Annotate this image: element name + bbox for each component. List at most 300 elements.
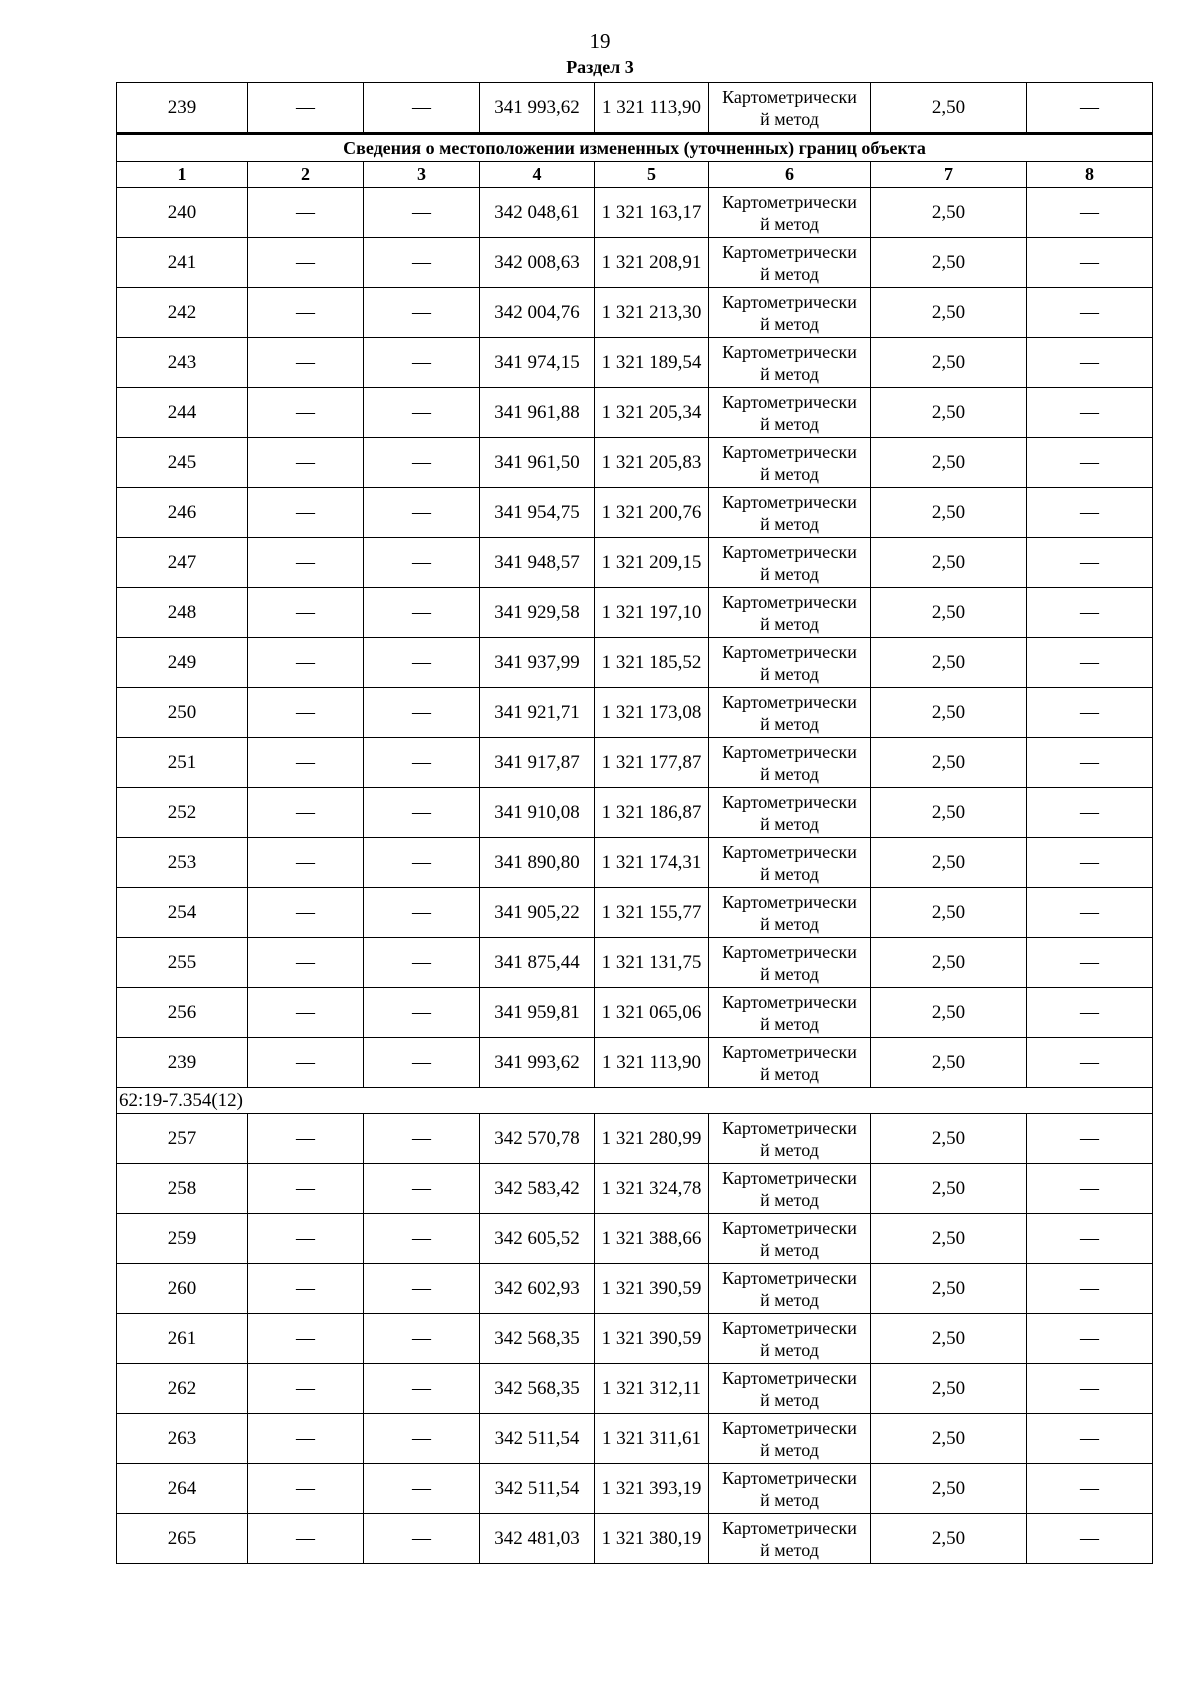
y-coordinate-cell: 1 321 113,90 (595, 83, 709, 134)
method-cell (709, 888, 871, 938)
point-number-cell: 257 (117, 1114, 248, 1164)
method-cell (709, 688, 871, 738)
method-line2: й метод (760, 213, 819, 234)
method-cell (709, 238, 871, 288)
x-coordinate-cell: 341 993,62 (480, 83, 595, 134)
method-line2: й метод (760, 663, 819, 684)
method-cell (709, 1364, 871, 1414)
y-coordinate-cell: 1 321 209,15 (595, 538, 709, 588)
col8-dash-cell: — (1027, 438, 1153, 488)
y-coordinate-cell: 1 321 205,34 (595, 388, 709, 438)
method-line2: й метод (760, 1439, 819, 1460)
col2-dash-cell: — (248, 388, 364, 438)
accuracy-cell: 2,50 (871, 888, 1027, 938)
accuracy-cell: 2,50 (871, 1364, 1027, 1414)
col8-dash-cell: — (1027, 1414, 1153, 1464)
y-coordinate-cell: 1 321 390,59 (595, 1314, 709, 1364)
method-line2: й метод (760, 963, 819, 984)
table-row (117, 938, 1153, 988)
table-row (117, 1164, 1153, 1214)
table-row (117, 1264, 1153, 1314)
column-number-3: 3 (364, 162, 480, 188)
accuracy-cell: 2,50 (871, 288, 1027, 338)
table-row (117, 838, 1153, 888)
column-numbers-row (117, 162, 1153, 188)
method-cell (709, 988, 871, 1038)
point-number-cell: 260 (117, 1264, 248, 1314)
col2-dash-cell: — (248, 188, 364, 238)
point-number-cell: 254 (117, 888, 248, 938)
x-coordinate-cell: 341 921,71 (480, 688, 595, 738)
col2-dash-cell: — (248, 1414, 364, 1464)
col3-dash-cell: — (364, 1314, 480, 1364)
point-number-cell: 246 (117, 488, 248, 538)
method-cell (709, 1038, 871, 1088)
table-row (117, 338, 1153, 388)
method-cell (709, 938, 871, 988)
col8-dash-cell: — (1027, 1314, 1153, 1364)
col3-dash-cell: — (364, 188, 480, 238)
table-row (117, 638, 1153, 688)
col8-dash-cell: — (1027, 288, 1153, 338)
method-cell (709, 1514, 871, 1564)
coordinates-table (116, 82, 1153, 1564)
col2-dash-cell: — (248, 238, 364, 288)
point-number-cell: 242 (117, 288, 248, 338)
col2-dash-cell: — (248, 988, 364, 1038)
col3-dash-cell: — (364, 238, 480, 288)
method-line2: й метод (760, 108, 819, 129)
method-line1: Картометрически (722, 791, 857, 812)
column-number-5: 5 (595, 162, 709, 188)
table-row (117, 1464, 1153, 1514)
table-row (117, 1414, 1153, 1464)
x-coordinate-cell: 342 004,76 (480, 288, 595, 338)
col8-dash-cell: — (1027, 688, 1153, 738)
col3-dash-cell: — (364, 438, 480, 488)
accuracy-cell: 2,50 (871, 638, 1027, 688)
col2-dash-cell: — (248, 1464, 364, 1514)
x-coordinate-cell: 341 890,80 (480, 838, 595, 888)
method-line2: й метод (760, 713, 819, 734)
accuracy-cell: 2,50 (871, 1264, 1027, 1314)
method-line2: й метод (760, 913, 819, 934)
accuracy-cell: 2,50 (871, 83, 1027, 134)
x-coordinate-cell: 341 948,57 (480, 538, 595, 588)
y-coordinate-cell: 1 321 200,76 (595, 488, 709, 538)
table-row (117, 238, 1153, 288)
method-cell (709, 738, 871, 788)
column-number-6: 6 (709, 162, 871, 188)
y-coordinate-cell: 1 321 393,19 (595, 1464, 709, 1514)
accuracy-cell: 2,50 (871, 688, 1027, 738)
method-line1: Картометрически (722, 1417, 857, 1438)
accuracy-cell: 2,50 (871, 438, 1027, 488)
col8-dash-cell: — (1027, 538, 1153, 588)
point-number-cell: 259 (117, 1214, 248, 1264)
accuracy-cell: 2,50 (871, 238, 1027, 288)
point-number-cell: 252 (117, 788, 248, 838)
method-cell (709, 638, 871, 688)
point-number-cell: 239 (117, 1038, 248, 1088)
col8-dash-cell: — (1027, 1364, 1153, 1414)
col2-dash-cell: — (248, 588, 364, 638)
col8-dash-cell: — (1027, 938, 1153, 988)
method-cell (709, 83, 871, 134)
method-cell (709, 1164, 871, 1214)
y-coordinate-cell: 1 321 213,30 (595, 288, 709, 338)
y-coordinate-cell: 1 321 131,75 (595, 938, 709, 988)
method-line1: Картометрически (722, 541, 857, 562)
col8-dash-cell: — (1027, 388, 1153, 438)
table-row (117, 488, 1153, 538)
column-number-4: 4 (480, 162, 595, 188)
method-line1: Картометрически (722, 841, 857, 862)
table-row (117, 288, 1153, 338)
method-line1: Картометрически (722, 691, 857, 712)
point-number-cell: 241 (117, 238, 248, 288)
cadastral-label: 62:19-7.354(12) (117, 1088, 1153, 1114)
method-cell (709, 488, 871, 538)
method-line1: Картометрически (722, 491, 857, 512)
method-line1: Картометрически (722, 991, 857, 1012)
method-cell (709, 538, 871, 588)
x-coordinate-cell: 341 993,62 (480, 1038, 595, 1088)
accuracy-cell: 2,50 (871, 1038, 1027, 1088)
col2-dash-cell: — (248, 288, 364, 338)
accuracy-cell: 2,50 (871, 338, 1027, 388)
column-number-7: 7 (871, 162, 1027, 188)
col3-dash-cell: — (364, 988, 480, 1038)
x-coordinate-cell: 342 568,35 (480, 1364, 595, 1414)
point-number-cell: 250 (117, 688, 248, 738)
x-coordinate-cell: 341 959,81 (480, 988, 595, 1038)
col2-dash-cell: — (248, 1038, 364, 1088)
table-row (117, 538, 1153, 588)
col8-dash-cell: — (1027, 988, 1153, 1038)
col3-dash-cell: — (364, 838, 480, 888)
accuracy-cell: 2,50 (871, 1214, 1027, 1264)
method-cell (709, 588, 871, 638)
table-row (117, 1214, 1153, 1264)
accuracy-cell: 2,50 (871, 1314, 1027, 1364)
col3-dash-cell: — (364, 288, 480, 338)
method-line1: Картометрически (722, 1267, 857, 1288)
col8-dash-cell: — (1027, 488, 1153, 538)
y-coordinate-cell: 1 321 311,61 (595, 1414, 709, 1464)
method-line1: Картометрически (722, 1217, 857, 1238)
table-row (117, 1514, 1153, 1564)
method-cell (709, 1264, 871, 1314)
col2-dash-cell: — (248, 1264, 364, 1314)
method-line2: й метод (760, 1139, 819, 1160)
y-coordinate-cell: 1 321 380,19 (595, 1514, 709, 1564)
col3-dash-cell: — (364, 638, 480, 688)
method-cell (709, 1114, 871, 1164)
method-line2: й метод (760, 1489, 819, 1510)
table-row (117, 1114, 1153, 1164)
method-line2: й метод (760, 313, 819, 334)
col3-dash-cell: — (364, 938, 480, 988)
method-line2: й метод (760, 1013, 819, 1034)
col3-dash-cell: — (364, 1214, 480, 1264)
method-line1: Картометрически (722, 741, 857, 762)
accuracy-cell: 2,50 (871, 738, 1027, 788)
table-body (117, 83, 1153, 1564)
method-line1: Картометрически (722, 341, 857, 362)
accuracy-cell: 2,50 (871, 188, 1027, 238)
point-number-cell: 247 (117, 538, 248, 588)
col3-dash-cell: — (364, 488, 480, 538)
y-coordinate-cell: 1 321 177,87 (595, 738, 709, 788)
accuracy-cell: 2,50 (871, 1414, 1027, 1464)
x-coordinate-cell: 341 961,88 (480, 388, 595, 438)
col8-dash-cell: — (1027, 838, 1153, 888)
x-coordinate-cell: 341 937,99 (480, 638, 595, 688)
accuracy-cell: 2,50 (871, 488, 1027, 538)
col2-dash-cell: — (248, 83, 364, 134)
method-cell (709, 1464, 871, 1514)
method-line1: Картометрически (722, 1367, 857, 1388)
method-cell (709, 1414, 871, 1464)
x-coordinate-cell: 342 602,93 (480, 1264, 595, 1314)
y-coordinate-cell: 1 321 208,91 (595, 238, 709, 288)
column-number-8: 8 (1027, 162, 1153, 188)
col2-dash-cell: — (248, 1214, 364, 1264)
method-line2: й метод (760, 1289, 819, 1310)
col3-dash-cell: — (364, 588, 480, 638)
y-coordinate-cell: 1 321 155,77 (595, 888, 709, 938)
col2-dash-cell: — (248, 838, 364, 888)
accuracy-cell: 2,50 (871, 838, 1027, 888)
col3-dash-cell: — (364, 888, 480, 938)
method-line2: й метод (760, 513, 819, 534)
col2-dash-cell: — (248, 788, 364, 838)
point-number-cell: 255 (117, 938, 248, 988)
col2-dash-cell: — (248, 488, 364, 538)
point-number-cell: 251 (117, 738, 248, 788)
method-line1: Картометрически (722, 1041, 857, 1062)
col2-dash-cell: — (248, 538, 364, 588)
col8-dash-cell: — (1027, 888, 1153, 938)
y-coordinate-cell: 1 321 185,52 (595, 638, 709, 688)
method-line1: Картометрически (722, 1317, 857, 1338)
col3-dash-cell: — (364, 788, 480, 838)
method-line1: Картометрически (722, 191, 857, 212)
top-row (117, 83, 1153, 134)
col2-dash-cell: — (248, 1314, 364, 1364)
x-coordinate-cell: 341 961,50 (480, 438, 595, 488)
col8-dash-cell: — (1027, 788, 1153, 838)
y-coordinate-cell: 1 321 186,87 (595, 788, 709, 838)
col2-dash-cell: — (248, 888, 364, 938)
col2-dash-cell: — (248, 1364, 364, 1414)
accuracy-cell: 2,50 (871, 1464, 1027, 1514)
column-number-1: 1 (117, 162, 248, 188)
x-coordinate-cell: 342 605,52 (480, 1214, 595, 1264)
y-coordinate-cell: 1 321 173,08 (595, 688, 709, 738)
method-line1: Картометрически (722, 1467, 857, 1488)
accuracy-cell: 2,50 (871, 938, 1027, 988)
method-line2: й метод (760, 613, 819, 634)
method-line2: й метод (760, 263, 819, 284)
col2-dash-cell: — (248, 438, 364, 488)
table-heading: Сведения о местоположении измененных (уточненных) границ объекта (117, 134, 1153, 162)
col8-dash-cell: — (1027, 1038, 1153, 1088)
accuracy-cell: 2,50 (871, 588, 1027, 638)
method-line1: Картометрически (722, 441, 857, 462)
col3-dash-cell: — (364, 83, 480, 134)
y-coordinate-cell: 1 321 163,17 (595, 188, 709, 238)
method-line2: й метод (760, 1239, 819, 1260)
col3-dash-cell: — (364, 1414, 480, 1464)
col8-dash-cell: — (1027, 338, 1153, 388)
table-row (117, 738, 1153, 788)
method-cell (709, 388, 871, 438)
x-coordinate-cell: 342 570,78 (480, 1114, 595, 1164)
point-number-cell: 248 (117, 588, 248, 638)
col3-dash-cell: — (364, 738, 480, 788)
col8-dash-cell: — (1027, 1214, 1153, 1264)
y-coordinate-cell: 1 321 197,10 (595, 588, 709, 638)
method-line2: й метод (760, 1063, 819, 1084)
point-number-cell: 245 (117, 438, 248, 488)
col8-dash-cell: — (1027, 1114, 1153, 1164)
point-number-cell: 262 (117, 1364, 248, 1414)
col2-dash-cell: — (248, 688, 364, 738)
col8-dash-cell: — (1027, 83, 1153, 134)
col2-dash-cell: — (248, 1514, 364, 1564)
heading-row (117, 134, 1153, 162)
method-line2: й метод (760, 363, 819, 384)
method-line1: Картометрически (722, 291, 857, 312)
y-coordinate-cell: 1 321 113,90 (595, 1038, 709, 1088)
col3-dash-cell: — (364, 1164, 480, 1214)
col3-dash-cell: — (364, 1038, 480, 1088)
column-number-2: 2 (248, 162, 364, 188)
x-coordinate-cell: 342 583,42 (480, 1164, 595, 1214)
col2-dash-cell: — (248, 638, 364, 688)
method-line1: Картометрически (722, 1117, 857, 1138)
method-line1: Картометрически (722, 891, 857, 912)
method-line1: Картометрически (722, 86, 857, 107)
col3-dash-cell: — (364, 1464, 480, 1514)
accuracy-cell: 2,50 (871, 538, 1027, 588)
col8-dash-cell: — (1027, 588, 1153, 638)
table-row (117, 388, 1153, 438)
x-coordinate-cell: 341 905,22 (480, 888, 595, 938)
x-coordinate-cell: 342 008,63 (480, 238, 595, 288)
col2-dash-cell: — (248, 338, 364, 388)
point-number-cell: 249 (117, 638, 248, 688)
page-number: 19 (589, 29, 611, 53)
method-line2: й метод (760, 563, 819, 584)
section-title: Раздел 3 (566, 57, 634, 77)
accuracy-cell: 2,50 (871, 388, 1027, 438)
method-cell (709, 838, 871, 888)
method-cell (709, 188, 871, 238)
table-row (117, 1038, 1153, 1088)
method-line2: й метод (760, 1339, 819, 1360)
method-cell (709, 338, 871, 388)
x-coordinate-cell: 341 917,87 (480, 738, 595, 788)
table-row (117, 888, 1153, 938)
method-line2: й метод (760, 763, 819, 784)
col8-dash-cell: — (1027, 738, 1153, 788)
point-number-cell: 261 (117, 1314, 248, 1364)
y-coordinate-cell: 1 321 174,31 (595, 838, 709, 888)
x-coordinate-cell: 342 481,03 (480, 1514, 595, 1564)
y-coordinate-cell: 1 321 189,54 (595, 338, 709, 388)
y-coordinate-cell: 1 321 324,78 (595, 1164, 709, 1214)
col3-dash-cell: — (364, 688, 480, 738)
x-coordinate-cell: 341 929,58 (480, 588, 595, 638)
y-coordinate-cell: 1 321 390,59 (595, 1264, 709, 1314)
method-line1: Картометрически (722, 1517, 857, 1538)
method-line2: й метод (760, 863, 819, 884)
col3-dash-cell: — (364, 1514, 480, 1564)
col2-dash-cell: — (248, 738, 364, 788)
x-coordinate-cell: 342 048,61 (480, 188, 595, 238)
accuracy-cell: 2,50 (871, 1164, 1027, 1214)
y-coordinate-cell: 1 321 312,11 (595, 1364, 709, 1414)
table-row (117, 988, 1153, 1038)
method-line1: Картометрически (722, 1167, 857, 1188)
col8-dash-cell: — (1027, 1514, 1153, 1564)
y-coordinate-cell: 1 321 280,99 (595, 1114, 709, 1164)
col8-dash-cell: — (1027, 1464, 1153, 1514)
point-number-cell: 258 (117, 1164, 248, 1214)
accuracy-cell: 2,50 (871, 1114, 1027, 1164)
point-number-cell: 263 (117, 1414, 248, 1464)
col2-dash-cell: — (248, 1114, 364, 1164)
method-cell (709, 438, 871, 488)
method-cell (709, 1214, 871, 1264)
method-line2: й метод (760, 813, 819, 834)
method-cell (709, 288, 871, 338)
table-row (117, 788, 1153, 838)
col3-dash-cell: — (364, 1114, 480, 1164)
point-number-cell: 243 (117, 338, 248, 388)
table-row (117, 688, 1153, 738)
y-coordinate-cell: 1 321 065,06 (595, 988, 709, 1038)
cadastral-row (117, 1088, 1153, 1114)
method-line1: Картометрически (722, 641, 857, 662)
method-line2: й метод (760, 1189, 819, 1210)
method-cell (709, 788, 871, 838)
point-number-cell: 240 (117, 188, 248, 238)
point-number-cell: 239 (117, 83, 248, 134)
x-coordinate-cell: 341 974,15 (480, 338, 595, 388)
col8-dash-cell: — (1027, 238, 1153, 288)
col2-dash-cell: — (248, 1164, 364, 1214)
col3-dash-cell: — (364, 388, 480, 438)
method-line2: й метод (760, 413, 819, 434)
col8-dash-cell: — (1027, 1164, 1153, 1214)
col3-dash-cell: — (364, 338, 480, 388)
point-number-cell: 265 (117, 1514, 248, 1564)
method-cell (709, 1314, 871, 1364)
method-line2: й метод (760, 1389, 819, 1410)
method-line1: Картометрически (722, 391, 857, 412)
col3-dash-cell: — (364, 538, 480, 588)
x-coordinate-cell: 341 954,75 (480, 488, 595, 538)
method-line1: Картометрически (722, 591, 857, 612)
x-coordinate-cell: 341 910,08 (480, 788, 595, 838)
col2-dash-cell: — (248, 938, 364, 988)
accuracy-cell: 2,50 (871, 988, 1027, 1038)
method-line1: Картометрически (722, 241, 857, 262)
